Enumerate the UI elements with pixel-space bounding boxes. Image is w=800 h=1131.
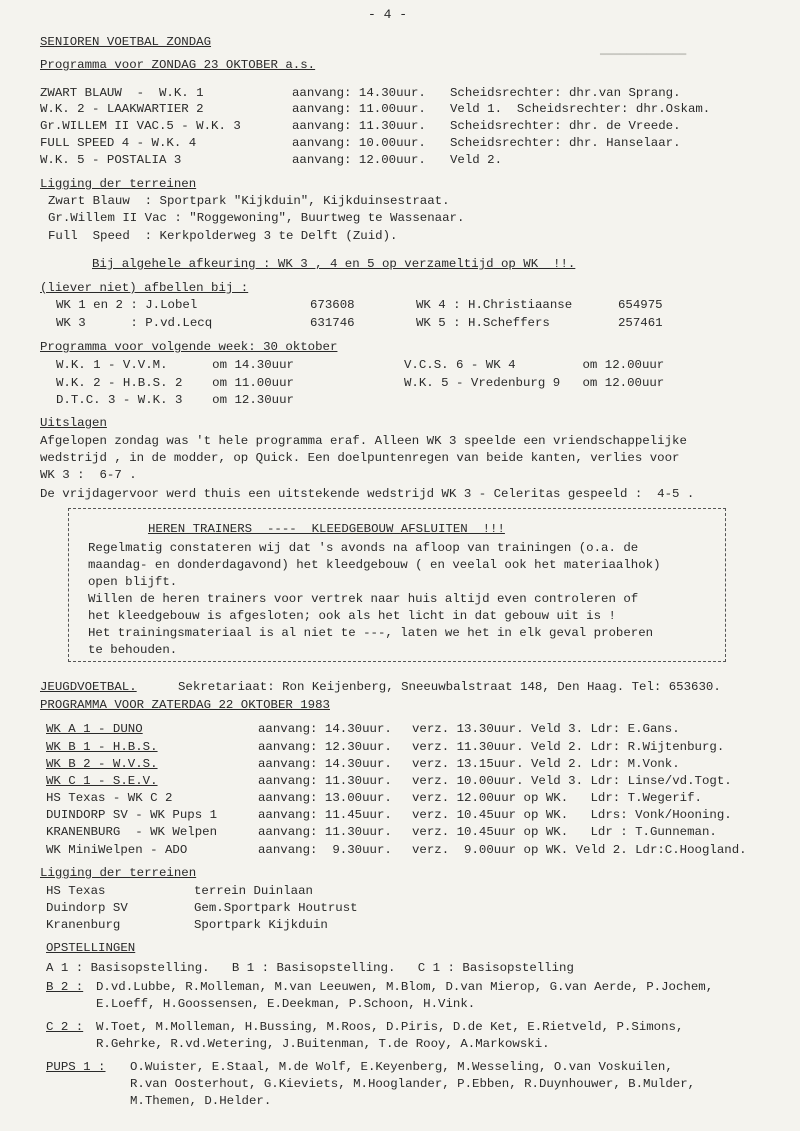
match-start: aanvang: 9.30uur. — [258, 843, 392, 857]
next-week-match: D.T.C. 3 - W.K. 3 om 12.30uur — [56, 393, 294, 407]
senior-heading: SENIOREN VOETBAL ZONDAG — [40, 35, 212, 49]
page-number: - 4 - — [368, 7, 408, 22]
youth-match: DUINDORP SV - WK Pups 1 — [46, 808, 218, 822]
notice-line: het kleedgebouw is afgesloten; ook als het licht in dat gebouw uit is ! — [88, 609, 616, 623]
lineups-heading: OPSTELLINGEN — [46, 941, 136, 955]
field-place: terrein Duinlaan — [194, 884, 313, 898]
lineup-line: R.van Oosterhout, G.Kieviets, M.Hooglander, P.Ebben, R.Duynhouwer, B.Mulder, — [130, 1077, 696, 1091]
notice-line: maandag- en donderdagavond) het kleedgebouw ( en veelal ook het materiaalhok) — [88, 558, 661, 572]
youth-match: KRANENBURG - WK Welpen — [46, 825, 218, 839]
contact-team: WK 5 : H.Scheffers — [416, 316, 550, 330]
field-club: Duindorp SV — [46, 901, 128, 915]
match-start: aanvang: 11.45uur. — [258, 808, 392, 822]
match-info: Veld 2. — [450, 153, 503, 167]
contact-team: WK 1 en 2 : J.Lobel — [56, 298, 198, 312]
notice-line: Willen de heren trainers voor vertrek naar huis altijd even controleren of — [88, 592, 639, 606]
youth-heading: JEUGDVOETBAL. — [40, 680, 137, 694]
results-line: WK 3 : 6-7 . — [40, 468, 137, 482]
match-info: verz. 13.15uur. Veld 2. Ldr: M.Vonk. — [412, 757, 680, 771]
next-week-match: V.C.S. 6 - WK 4 om 12.00uur — [404, 358, 665, 372]
lineup-team: PUPS 1 : — [46, 1060, 106, 1074]
match-start: aanvang: 11.30uur. — [292, 119, 426, 133]
match-start: aanvang: 12.00uur. — [292, 153, 426, 167]
senior-match: FULL SPEED 4 - W.K. 4 — [40, 136, 197, 150]
lineup-line: M.Themen, D.Helder. — [130, 1094, 272, 1108]
lineup-line: D.vd.Lubbe, R.Molleman, M.van Leeuwen, M.Blom, D.van Mierop, G.van Aerde, P.Jochem, — [96, 980, 714, 994]
match-info: verz. 12.00uur op WK. Ldr: T.Wegerif. — [412, 791, 702, 805]
field-location: Full Speed : Kerkpolderweg 3 te Delft (Zuid). — [48, 229, 398, 243]
contact-team: WK 4 : H.Christiaanse — [416, 298, 573, 312]
next-week-match: W.K. 2 - H.B.S. 2 om 11.00uur — [56, 376, 294, 390]
senior-program-title: Programma voor ZONDAG 23 OKTOBER a.s. — [40, 58, 316, 72]
notice-line: Het trainingsmateriaal is al niet te ---, laten we het in elk geval proberen — [88, 626, 654, 640]
next-week-match: W.K. 5 - Vredenburg 9 om 12.00uur — [404, 376, 665, 390]
match-start: aanvang: 14.30uur. — [258, 757, 392, 771]
cancel-notice: Bij algehele afkeuring : WK 3 , 4 en 5 op verzameltijd op WK !!. — [92, 257, 576, 271]
results-line: Afgelopen zondag was 't hele programma eraf. Alleen WK 3 speelde een vriendschappelijke — [40, 434, 687, 448]
cancel-heading: (liever niet) afbellen bij : — [40, 281, 249, 295]
bleed-through: ━━━━━━━━━━━━━ — [600, 50, 687, 62]
contact-team: WK 3 : P.vd.Lecq — [56, 316, 213, 330]
results-line: wedstrijd , in de modder, op Quick. Een doelpuntenregen van beide kanten, verlies voor — [40, 451, 680, 465]
senior-match: Gr.WILLEM II VAC.5 - W.K. 3 — [40, 119, 241, 133]
lineup-basic: A 1 : Basisopstelling. B 1 : Basisopstelling. C 1 : Basisopstelling — [46, 961, 574, 975]
contact-phone: 673608 — [310, 298, 355, 312]
youth-match: HS Texas - WK C 2 — [46, 791, 173, 805]
youth-match: WK B 2 - W.V.S. — [46, 757, 158, 771]
youth-fields-heading: Ligging der terreinen — [40, 866, 197, 880]
match-start: aanvang: 10.00uur. — [292, 136, 426, 150]
lineup-line: R.Gehrke, R.vd.Wetering, J.Buitenman, T.de Rooy, A.Markowski. — [96, 1037, 550, 1051]
field-club: Kranenburg — [46, 918, 121, 932]
match-info: verz. 9.00uur op WK. Veld 2. Ldr:C.Hoogland. — [412, 843, 747, 857]
field-place: Sportpark Kijkduin — [194, 918, 328, 932]
youth-secretariat: Sekretariaat: Ron Keijenberg, Sneeuwbalstraat 148, Den Haag. Tel: 653630. — [178, 680, 721, 694]
match-info: verz. 11.30uur. Veld 2. Ldr: R.Wijtenburg. — [412, 740, 725, 754]
youth-match: WK A 1 - DUNO — [46, 722, 143, 736]
match-info: verz. 10.00uur. Veld 3. Ldr: Linse/vd.Togt. — [412, 774, 732, 788]
notice-title: HEREN TRAINERS ---- KLEEDGEBOUW AFSLUITEN !!! — [148, 522, 505, 536]
senior-match: W.K. 5 - POSTALIA 3 — [40, 153, 182, 167]
lineup-team: C 2 : — [46, 1020, 84, 1034]
match-info: verz. 10.45uur op WK. Ldr : T.Gunneman. — [412, 825, 717, 839]
notice-line: te behouden. — [88, 643, 178, 657]
youth-match: WK B 1 - H.B.S. — [46, 740, 158, 754]
contact-phone: 654975 — [618, 298, 663, 312]
lineup-team: B 2 : — [46, 980, 84, 994]
lineup-line: W.Toet, M.Molleman, H.Bussing, M.Roos, D.Piris, D.de Ket, E.Rietveld, P.Simons, — [96, 1020, 684, 1034]
match-info: Veld 1. Scheidsrechter: dhr.Oskam. — [450, 102, 711, 116]
senior-match: ZWART BLAUW - W.K. 1 — [40, 86, 204, 100]
results-line: De vrijdagervoor werd thuis een uitstekende wedstrijd WK 3 - Celeritas gespeeld : 4-5 . — [40, 487, 695, 501]
field-club: HS Texas — [46, 884, 106, 898]
youth-match: WK MiniWelpen - ADO — [46, 843, 188, 857]
match-info: verz. 13.30uur. Veld 3. Ldr: E.Gans. — [412, 722, 680, 736]
match-start: aanvang: 11.00uur. — [292, 102, 426, 116]
match-info: Scheidsrechter: dhr. Hanselaar. — [450, 136, 681, 150]
match-info: verz. 10.45uur op WK. Ldrs: Vonk/Hooning. — [412, 808, 732, 822]
senior-fields-heading: Ligging der terreinen — [40, 177, 197, 191]
next-week-match: W.K. 1 - V.V.M. om 14.30uur — [56, 358, 294, 372]
match-start: aanvang: 12.30uur. — [258, 740, 392, 754]
match-info: Scheidsrechter: dhr.van Sprang. — [450, 86, 681, 100]
match-start: aanvang: 14.30uur. — [258, 722, 392, 736]
field-location: Gr.Willem II Vac : "Roggewoning", Buurtweg te Wassenaar. — [48, 211, 465, 225]
lineup-line: O.Wuister, E.Staal, M.de Wolf, E.Keyenberg, M.Wesseling, O.van Voskuilen, — [130, 1060, 673, 1074]
lineup-line: E.Loeff, H.Goossensen, E.Deekman, P.Schoon, H.Vink. — [96, 997, 476, 1011]
match-info: Scheidsrechter: dhr. de Vreede. — [450, 119, 681, 133]
senior-match: W.K. 2 - LAAKWARTIER 2 — [40, 102, 204, 116]
match-start: aanvang: 11.30uur. — [258, 825, 392, 839]
next-week-title: Programma voor volgende week: 30 oktober — [40, 340, 338, 354]
match-start: aanvang: 14.30uur. — [292, 86, 426, 100]
field-location: Zwart Blauw : Sportpark "Kijkduin", Kijkduinsestraat. — [48, 194, 450, 208]
youth-program-title: PROGRAMMA VOOR ZATERDAG 22 OKTOBER 1983 — [40, 698, 330, 712]
notice-line: open blijft. — [88, 575, 178, 589]
match-start: aanvang: 11.30uur. — [258, 774, 392, 788]
contact-phone: 631746 — [310, 316, 355, 330]
field-place: Gem.Sportpark Houtrust — [194, 901, 358, 915]
youth-match: WK C 1 - S.E.V. — [46, 774, 158, 788]
notice-line: Regelmatig constateren wij dat 's avonds na afloop van trainingen (o.a. de — [88, 541, 639, 555]
contact-phone: 257461 — [618, 316, 663, 330]
match-start: aanvang: 13.00uur. — [258, 791, 392, 805]
results-heading: Uitslagen — [40, 416, 107, 430]
